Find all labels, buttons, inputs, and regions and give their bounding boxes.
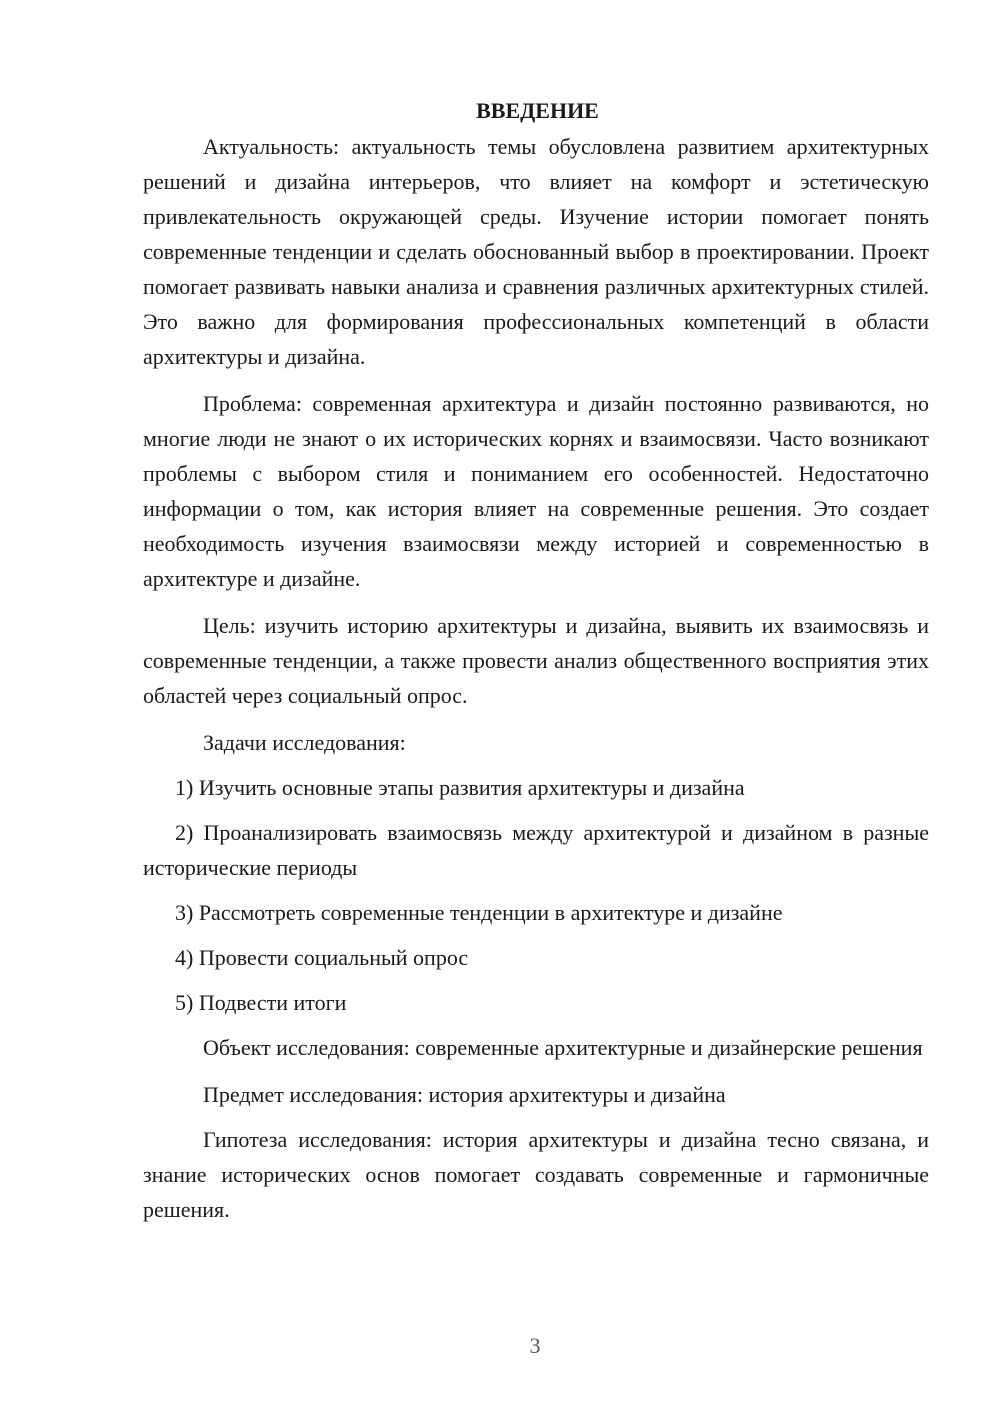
task-item-4: 4) Провести социальный опрос: [175, 945, 469, 970]
problem-paragraph: Проблема: современная архитектура и дизайн постоянно развиваются, но многие люди не знают о их исторических корнях и взаимосвязи. Часто возникают проблемы с выбором стиля и пониманием его особенностей. Недостаточно информации о том, как история влияет на современные решения. Это создает необходимость изучения взаимосвязи между историей и современностью в архитектуре и дизайне.: [143, 391, 929, 591]
page-title: ВВЕДЕНИЕ: [476, 98, 599, 123]
task-item-3: 3) Рассмотреть современные тенденции в архитектуре и дизайне: [175, 900, 783, 925]
task-item-5: 5) Подвести итоги: [175, 990, 347, 1015]
goal-paragraph: Цель: изучить историю архитектуры и дизайна, выявить их взаимосвязь и современные тенденции, а также провести анализ общественного восприятия этих областей через социальный опрос.: [143, 613, 929, 708]
task-item-2: 2) Проанализировать взаимосвязь между архитектурой и дизайном в разные исторические периоды: [143, 820, 929, 880]
page-content: [143, 96, 929, 1239]
page-number: 3: [529, 1333, 541, 1358]
relevance-paragraph: Актуальность: актуальность темы обусловлена развитием архитектурных решений и дизайна интерьеров, что влияет на комфорт и эстетическую привлекательность окружающей среды. Изучение истории помогает понять современные тенденции и сделать обоснованный выбор в проектировании. Проект помогает развивать навыки анализа и сравнения различных архитектурных стилей. Это важно для формирования профессиональных компетенций в области архитектуры и дизайна.: [143, 134, 929, 369]
subject-paragraph: Предмет исследования: история архитектуры и дизайна: [203, 1082, 726, 1107]
task-item-1: 1) Изучить основные этапы развития архитектуры и дизайна: [175, 775, 745, 800]
hypothesis-paragraph: Гипотеза исследования: история архитектуры и дизайна тесно связана, и знание исторических основ помогает создавать современные и гармоничные решения.: [143, 1127, 929, 1222]
object-paragraph: Объект исследования: современные архитектурные и дизайнерские решения: [203, 1035, 923, 1060]
tasks-heading: Задачи исследования:: [203, 730, 406, 755]
